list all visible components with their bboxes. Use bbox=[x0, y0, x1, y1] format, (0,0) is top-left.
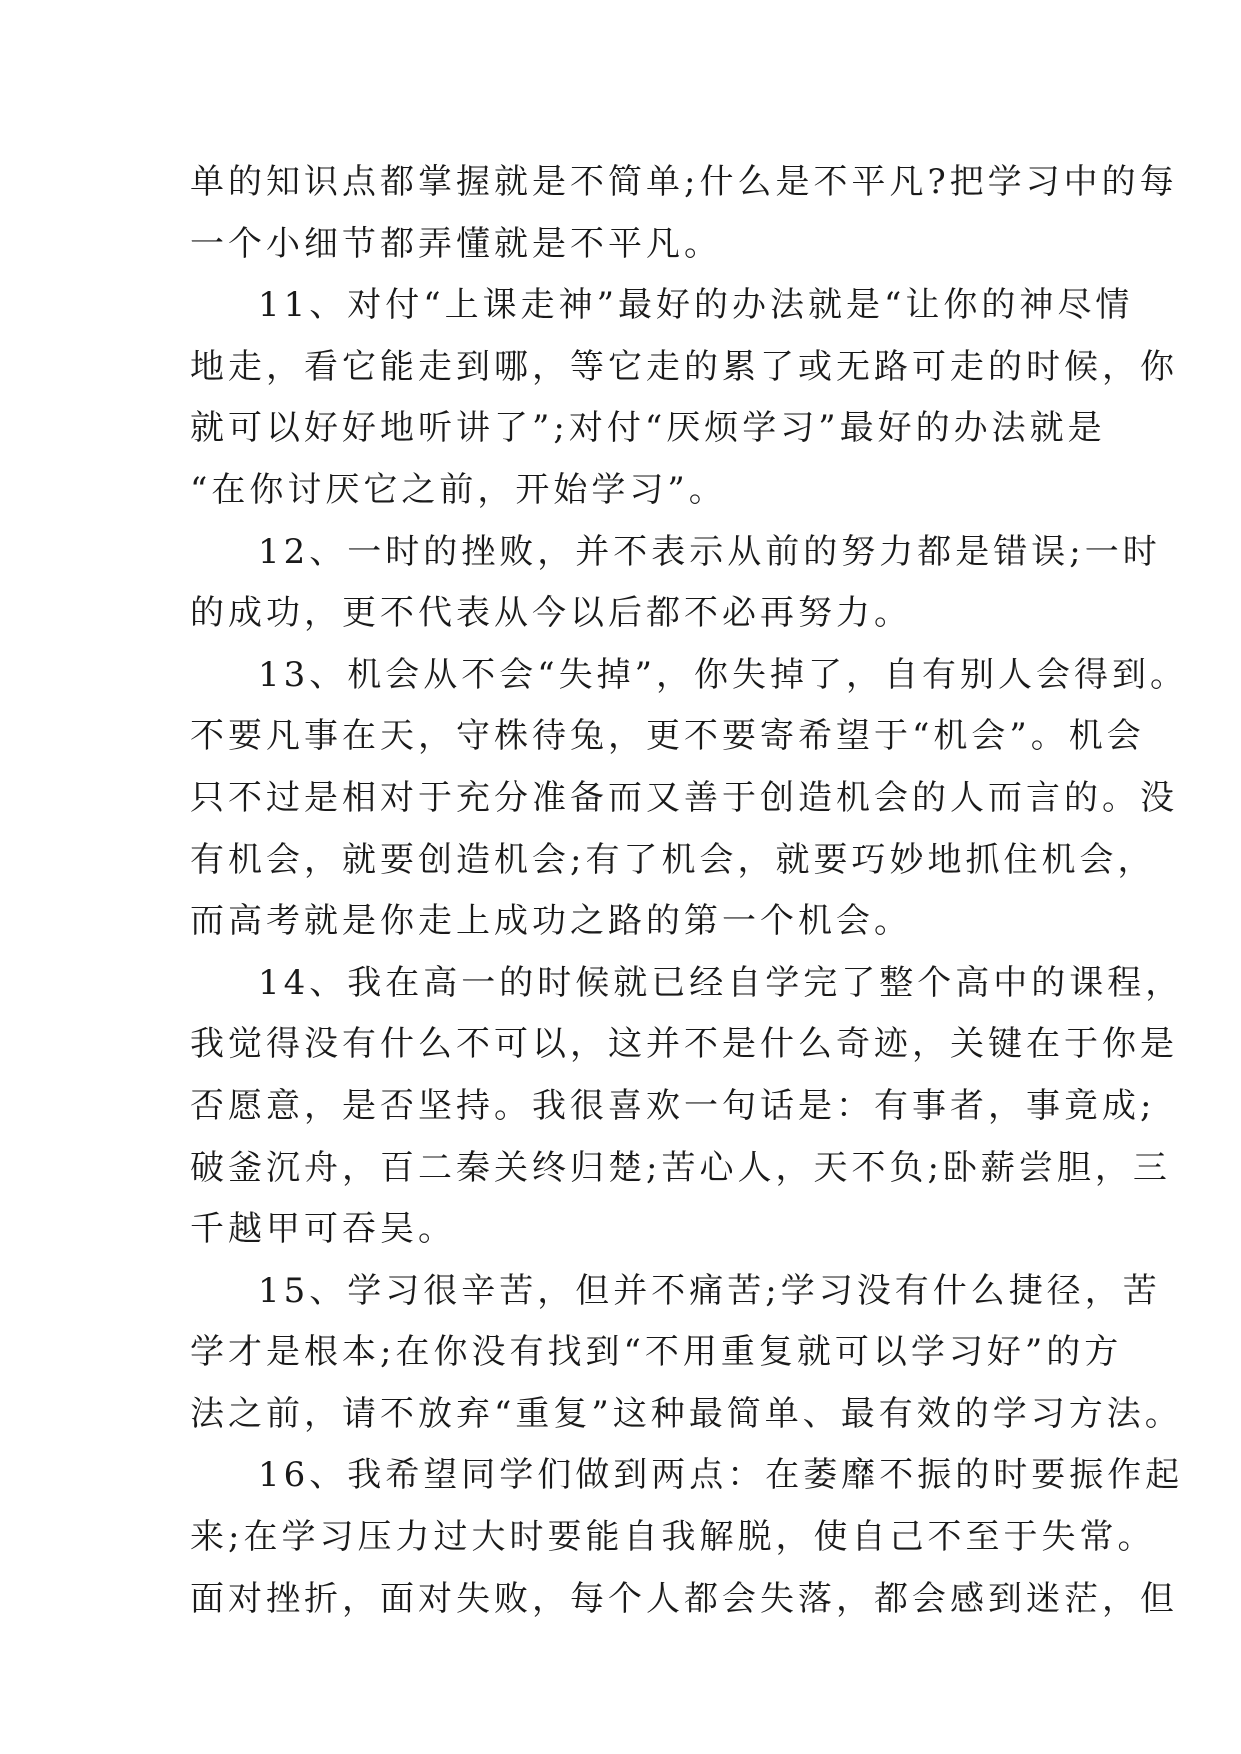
paragraph-first-line: 16、我希望同学们做到两点：在萎靡不振的时要振作起 bbox=[258, 1455, 1184, 1496]
paragraph-first-line: 11、对付“上课走神”最好的办法就是“让你的神尽情 bbox=[258, 285, 1134, 326]
text-line: 而高考就是你走上成功之路的第一个机会。 bbox=[190, 901, 912, 942]
text-line: 地走，看它能走到哪，等它走的累了或无路可走的时候，你 bbox=[190, 346, 1178, 387]
document-body bbox=[190, 152, 1189, 1630]
text-line: 千越甲可吞吴。 bbox=[190, 1209, 456, 1250]
paragraph-first-line: 15、学习很辛苦，但并不痛苦;学习没有什么捷径，苦 bbox=[258, 1270, 1161, 1311]
text-line: 一个小细节都弄懂就是不平凡。 bbox=[190, 223, 722, 264]
paragraph-first-line: 13、机会从不会“失掉”，你失掉了，自有别人会得到。 bbox=[258, 654, 1189, 695]
text-line: 面对挫折，面对失败，每个人都会失落，都会感到迷茫，但 bbox=[190, 1578, 1178, 1619]
text-line: 不要凡事在天，守株待兔，更不要寄希望于“机会”。机会 bbox=[190, 716, 1145, 757]
text-line: 有机会，就要创造机会;有了机会，就要巧妙地抓住机会， bbox=[190, 839, 1156, 880]
text-line: 法之前，请不放弃“重复”这种最简单、最有效的学习方法。 bbox=[190, 1393, 1183, 1434]
text-line: 学才是根本;在你没有找到“不用重复就可以学习好”的方 bbox=[190, 1332, 1123, 1373]
text-line: 否愿意，是否坚持。我很喜欢一句话是：有事者，事竟成; bbox=[190, 1085, 1156, 1126]
text-line: 的成功，更不代表从今以后都不必再努力。 bbox=[190, 593, 912, 634]
text-line: 只不过是相对于充分准备而又善于创造机会的人而言的。没 bbox=[190, 777, 1178, 818]
paragraph-first-line: 14、我在高一的时候就已经自学完了整个高中的课程， bbox=[258, 962, 1184, 1003]
text-line: “在你讨厌它之前，开始学习”。 bbox=[190, 469, 727, 510]
text-line: 单的知识点都掌握就是不简单;什么是不平凡?把学习中的每 bbox=[190, 162, 1178, 202]
text-line: 来;在学习压力过大时要能自我解脱，使自己不至于失常。 bbox=[190, 1517, 1156, 1558]
text-line: 我觉得没有什么不可以，这并不是什么奇迹，关键在于你是 bbox=[190, 1024, 1178, 1065]
text-line: 就可以好好地听讲了”;对付“厌烦学习”最好的办法就是 bbox=[190, 408, 1106, 449]
text-line: 破釜沉舟，百二秦关终归楚;苦心人，天不负;卧薪尝胆，三 bbox=[190, 1147, 1171, 1188]
paragraph-first-line: 12、一时的挫败，并不表示从前的努力都是错误;一时 bbox=[258, 531, 1161, 572]
